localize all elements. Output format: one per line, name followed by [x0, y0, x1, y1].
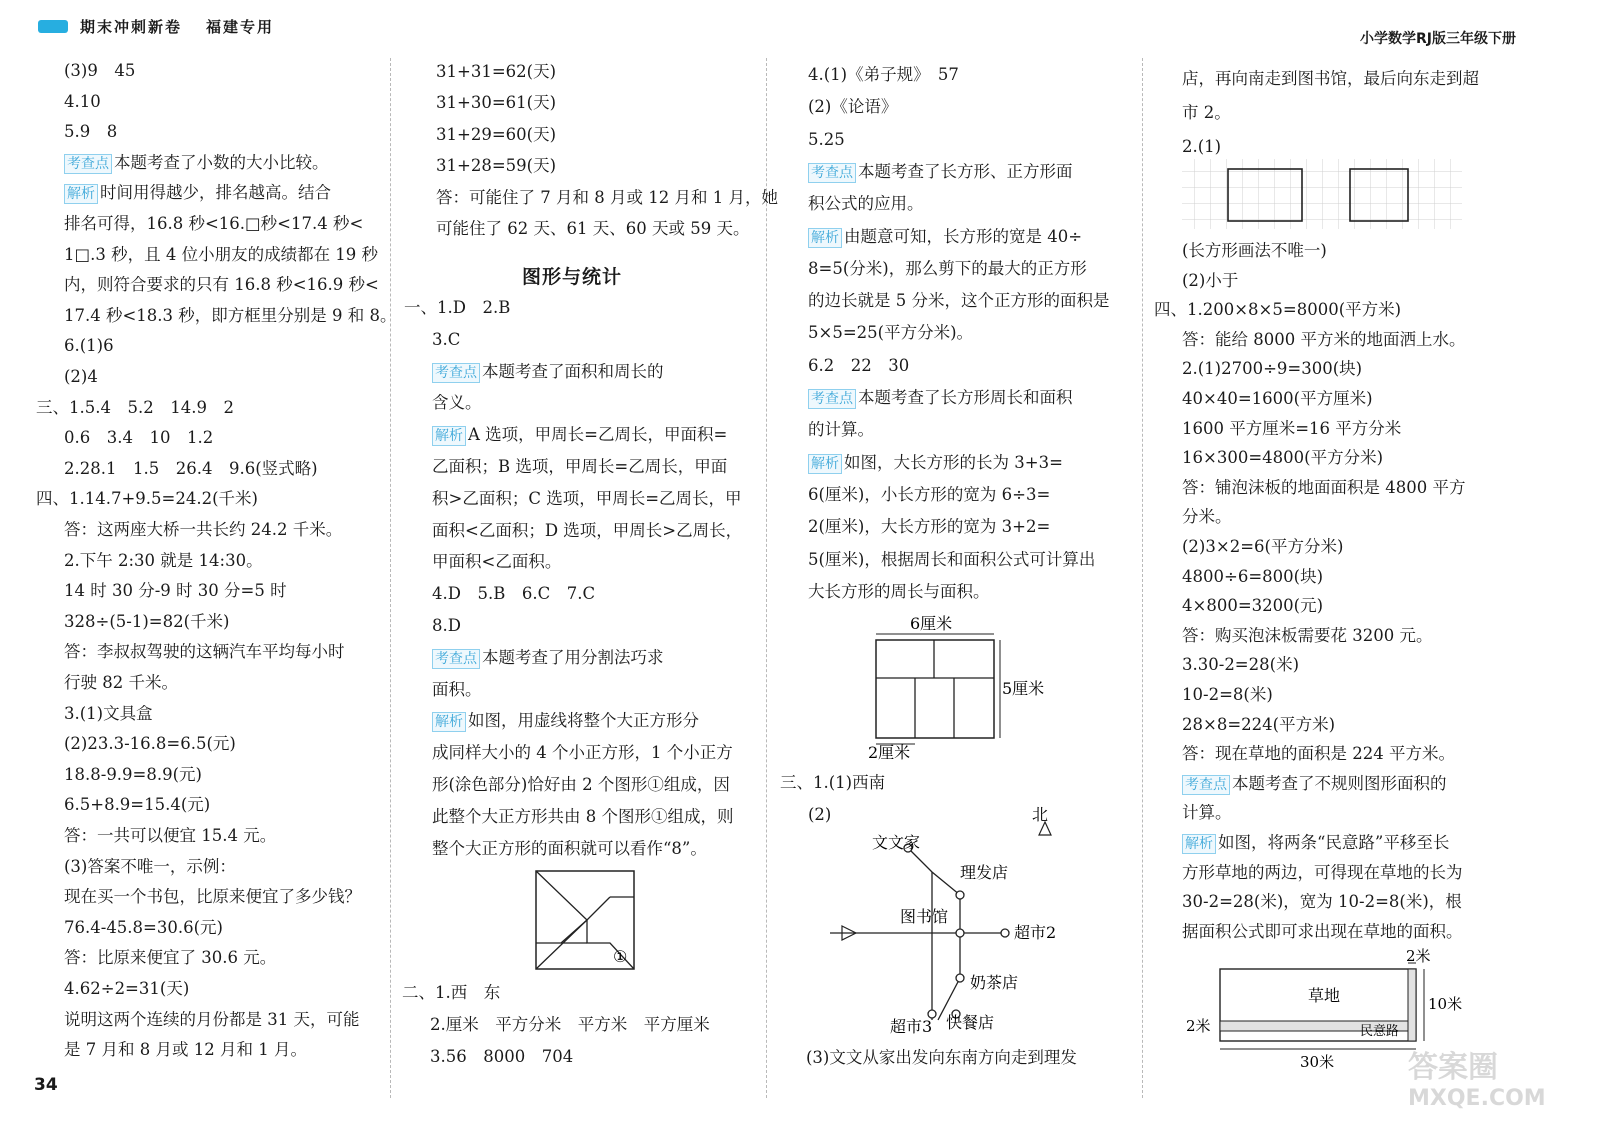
answer-line [64, 182, 331, 204]
answer-line [64, 335, 114, 357]
column-divider [390, 58, 391, 1098]
answer-text: 5.9 8 [64, 122, 118, 142]
answer-text: 14 时 30 分-9 时 30 分=5 时 [64, 581, 287, 601]
answer-text: 如图，大长方形的长为 3+3= [844, 452, 1063, 472]
map-home: 文文家 [872, 833, 921, 852]
answer-line [1182, 595, 1323, 617]
answer-text: 4.62÷2=31(天) [64, 979, 190, 998]
answer-text: 8=5(分米)，那么剪下的最大的正方形 [808, 258, 1087, 278]
answer-line [64, 519, 342, 541]
note-tag: 考查点 [808, 163, 856, 183]
answer-line [808, 581, 990, 603]
answer-line [1182, 536, 1343, 558]
answer-text: 2.下午 2:30 就是 14:30。 [64, 550, 263, 570]
answer-text: 如图，用虚线将整个大正方形分 [468, 711, 699, 731]
answer-line [1182, 684, 1273, 706]
answer-text: 面积<乙面积；D 选项，甲周长>乙周长， [432, 520, 743, 540]
answer-text: 答：比原来便宜了 30.6 元。 [64, 948, 277, 968]
answer-text: 答：购买泡沫板需要花 3200 元。 [1182, 625, 1433, 645]
map-market3: 超市3 [890, 1017, 933, 1036]
answer-line [432, 742, 733, 764]
answer-text: 店，再向南走到图书馆，最后向东走到超 [1182, 69, 1479, 88]
answer-text: (2)23.3-16.8=6.5(元) [64, 734, 236, 754]
rect-top-label: 6厘米 [910, 614, 953, 633]
answer-text: 答：铺泡沫板的地面面积是 4800 平方 [1182, 477, 1466, 497]
page-number: 34 [34, 1075, 58, 1095]
answer-line [808, 193, 924, 215]
grid-rectangles-figure [1178, 155, 1468, 233]
answer-line [64, 978, 189, 1000]
answer-text: 乙面积；B 选项，甲周长=乙周长，甲面 [432, 457, 728, 476]
answer-line [64, 825, 276, 847]
answer-text: 积公式的应用。 [808, 194, 924, 214]
route-map-figure [820, 800, 1080, 1040]
answer-text: (3)9 45 [64, 61, 136, 80]
answer-text: 6.(1)6 [64, 336, 114, 356]
answer-line [1182, 447, 1383, 469]
column-divider [766, 58, 767, 1098]
answer-line [436, 92, 556, 114]
answer-text: 三、1.5.4 5.2 14.9 2 [36, 397, 234, 417]
answer-line [1182, 418, 1401, 440]
answer-line [808, 226, 1082, 248]
answer-text: A 选项，甲周长=乙周长，甲面积= [468, 425, 728, 445]
answer-text: 4×800=3200(元) [1182, 596, 1324, 616]
map-fastfood: 快餐店 [946, 1013, 995, 1032]
note-tag: 解析 [808, 228, 842, 248]
answer-text: 是 7 月和 8 月或 12 月和 1 月。 [64, 1040, 307, 1060]
answer-text: 答：李叔叔驾驶的这辆汽车平均每小时 [64, 642, 345, 662]
grass-right-label: 10米 [1428, 995, 1463, 1013]
answer-text: 甲面积<乙面积。 [432, 552, 562, 572]
tangram-piece-label: ① [613, 947, 628, 966]
answer-text: 18.8-9.9=8.9(元) [64, 764, 202, 784]
answer-text: (2)《论语》 [808, 97, 898, 117]
answer-text: 16×300=4800(平方分米) [1182, 448, 1384, 468]
answer-line [1182, 802, 1232, 824]
rectangle-dimension-figure [848, 612, 1048, 760]
answer-line [64, 611, 229, 633]
answer-text: 积>乙面积；C 选项，甲周长=乙周长，甲 [432, 488, 742, 508]
answer-line [64, 733, 236, 755]
answer-line [1154, 299, 1401, 321]
answer-text: 本题考查了用分割法巧求 [482, 647, 664, 667]
answer-text: 答：这两座大桥一共长约 24.2 千米。 [64, 520, 343, 539]
note-tag: 解析 [432, 712, 466, 732]
answer-line [430, 1046, 573, 1068]
answer-text: 3.(1)文具盒 [64, 703, 153, 723]
answer-text: 6.2 22 30 [808, 355, 910, 375]
answer-text: 分米。 [1182, 507, 1232, 527]
answer-text: 3.30-2=28(米) [1182, 655, 1300, 675]
answer-line [808, 516, 1050, 538]
answer-text: 现在买一个书包，比原来便宜了多少钱？ [64, 887, 361, 907]
answer-line [1182, 832, 1449, 854]
answer-text: 含义。 [432, 393, 482, 413]
map-library: 图书馆 [900, 907, 949, 926]
answer-line [64, 886, 361, 908]
answer-text: 5×5=25(平方分米)。 [808, 323, 974, 343]
answer-line [1182, 240, 1327, 262]
answer-line [1182, 68, 1479, 90]
note-tag: 解析 [64, 184, 98, 204]
answer-text: 1600 平方厘米=16 平方分米 [1182, 418, 1402, 438]
watermark [1408, 1042, 1578, 1114]
answer-line [64, 672, 178, 694]
note-tag: 考查点 [808, 389, 856, 409]
answer-line [808, 387, 1073, 409]
answer-text: 1□.3 秒，且 4 位小朋友的成绩都在 19 秒 [64, 244, 379, 264]
answer-text: 5.25 [808, 129, 845, 149]
answer-line [432, 488, 742, 510]
answer-line [808, 452, 1063, 474]
answer-text: (3)答案不唯一，示例： [64, 856, 236, 876]
answer-text: 成同样大小的 4 个小正方形，1 个小正方 [432, 743, 733, 763]
series-badge-icon [38, 20, 68, 33]
answer-line [64, 764, 202, 786]
answer-text: 四、1.200×8×5=8000(平方米) [1154, 300, 1402, 320]
answer-text: 计算。 [1182, 803, 1232, 823]
answer-line [64, 121, 117, 143]
answer-line [64, 703, 153, 725]
answer-text: 的边长就是 5 分米，这个正方形的面积是 [808, 291, 1110, 311]
answer-text: 二、1.西 东 [402, 983, 501, 1002]
answer-text: 行驶 82 千米。 [64, 673, 178, 692]
answer-line [432, 679, 482, 701]
answer-text: 由题意可知，长方形的宽是 40÷ [844, 226, 1083, 246]
answer-line [780, 772, 885, 794]
answer-text: 328÷(5-1)=82(千米) [64, 611, 230, 631]
book-title: 期末冲刺新卷 [80, 18, 183, 36]
answer-line [436, 155, 556, 177]
answer-line [808, 355, 909, 377]
note-tag: 解析 [808, 454, 842, 474]
answer-text: 本题考查了小数的大小比较。 [114, 152, 329, 172]
answer-text: 据面积公式即可求出现在草地的面积。 [1182, 921, 1463, 941]
answer-line [1182, 921, 1463, 943]
answer-line [430, 1014, 710, 1036]
answer-text: 2.28.1 1.5 26.4 9.6(竖式略) [64, 458, 318, 478]
answer-text: 2(厘米)，大长方形的宽为 3+2= [808, 517, 1051, 537]
answer-text: 28×8=224(平方米) [1182, 714, 1336, 734]
answer-line [436, 218, 749, 240]
answer-text: 大长方形的周长与面积。 [808, 581, 990, 601]
answer-line [1182, 506, 1232, 528]
answer-text: 8.D [432, 616, 461, 635]
watermark-logo: 答案圈 [1408, 1050, 1498, 1085]
answer-text: (2)4 [64, 367, 98, 386]
page-header [0, 0, 1600, 48]
answer-line [436, 187, 778, 209]
answer-text: 答：可能住了 7 月和 8 月或 12 月和 1 月，她 [436, 187, 778, 207]
answer-line [808, 549, 1095, 571]
answer-text: 本题考查了面积和周长的 [482, 361, 664, 381]
answer-line [64, 427, 213, 449]
answer-text: 三、1.(1)西南 [780, 773, 886, 792]
answer-text: 排名可得，16.8 秒<16.□秒<17.4 秒< [64, 214, 364, 233]
answer-text: 此整个大正方形共由 8 个图形①组成，则 [432, 806, 734, 826]
answer-line [432, 838, 707, 860]
answer-text: 答：能给 8000 平方米的地面洒上水。 [1182, 329, 1466, 349]
note-tag: 解析 [432, 426, 466, 446]
answer-line [64, 580, 287, 602]
answer-text: 面积。 [432, 679, 482, 699]
answer-text: 整个大正方形的面积就可以看作“8”。 [432, 838, 707, 858]
map-barber: 理发店 [960, 863, 1009, 882]
grass-bottom-label: 30米 [1300, 1053, 1335, 1071]
answer-text: (长方形画法不唯一) [1182, 241, 1327, 260]
book-subject: 小学数学RJ版三年级下册 [1360, 31, 1516, 47]
answer-text: 可能住了 62 天、61 天、60 天或 59 天。 [436, 219, 750, 238]
answer-line [64, 917, 223, 939]
answer-line [64, 60, 135, 82]
rect-bottom-label: 2厘米 [868, 743, 911, 762]
region-tag: 福建专用 [206, 18, 275, 36]
answer-line [1182, 102, 1231, 124]
answer-line [64, 550, 263, 572]
answer-text: 3.56 8000 704 [430, 1047, 574, 1066]
answer-text: 17.4 秒<18.3 秒，即方框里分别是 9 和 8。 [64, 305, 397, 325]
answer-text: 2.(1) [1182, 137, 1222, 156]
answer-text: 0.6 3.4 10 1.2 [64, 428, 214, 448]
answer-text: 31+30=61(天) [436, 93, 557, 113]
note-tag: 考查点 [432, 363, 480, 383]
answer-text: 市 2。 [1182, 103, 1231, 122]
answer-text: (3)文文从家出发向东南方向走到理发 [806, 1048, 1077, 1067]
answer-text: 30-2=28(米)，宽为 10-2=8(米)，根 [1182, 892, 1462, 912]
answer-line [64, 91, 101, 113]
answer-line [64, 641, 345, 663]
answer-line [64, 213, 363, 235]
answer-text: 3.C [432, 329, 461, 349]
answer-line [432, 392, 482, 414]
answer-text: 本题考查了长方形周长和面积 [858, 388, 1073, 407]
answer-line [64, 458, 318, 480]
answer-text: 形(涂色部分)恰好由 2 个图形①组成，因 [432, 775, 730, 794]
answer-line [1182, 891, 1462, 913]
answer-line [64, 366, 98, 388]
answer-line [36, 397, 234, 419]
answer-line [1182, 566, 1323, 588]
grass-label: 草地 [1308, 986, 1341, 1005]
answer-text: 4800÷6=800(块) [1182, 566, 1324, 586]
answer-text: 2.(1)2700÷9=300(块) [1182, 359, 1363, 379]
answer-text: 4.10 [64, 91, 101, 111]
answer-line [404, 297, 510, 319]
answer-text: 5(厘米)，根据周长和面积公式可计算出 [808, 549, 1096, 569]
answer-line [1182, 743, 1455, 765]
answer-line [64, 305, 397, 327]
answer-line [432, 424, 727, 446]
rect-right-label: 5厘米 [1002, 679, 1045, 698]
answer-line [64, 1009, 360, 1031]
answer-line [64, 244, 378, 266]
answer-text: 答：一共可以便宜 15.4 元。 [64, 826, 277, 845]
answer-text: 一、1.D 2.B [404, 298, 511, 317]
answer-text: 31+31=62(天) [436, 62, 557, 81]
answer-line [432, 520, 742, 542]
answer-line [1182, 270, 1238, 292]
answer-line [808, 96, 897, 118]
answer-text: 四、1.14.7+9.5=24.2(千米) [36, 489, 258, 509]
watermark-url: MXQE.COM [1408, 1086, 1546, 1111]
answer-line [1182, 714, 1335, 736]
map-market2: 超市2 [1014, 923, 1057, 942]
answer-line [808, 322, 973, 344]
answer-line [64, 947, 276, 969]
answer-line [806, 1047, 1077, 1069]
answer-line [432, 710, 699, 732]
grass-left-label: 2米 [1186, 1017, 1211, 1035]
answer-line [808, 161, 1073, 183]
answer-line [64, 1039, 307, 1061]
road-label: 民意路 [1360, 1024, 1400, 1039]
answer-text: 4.(1)《弟子规》 57 [808, 65, 959, 84]
note-tag: 解析 [1182, 834, 1216, 854]
tangram-square-figure [535, 870, 635, 970]
map-north: 北 [1032, 805, 1049, 824]
answer-line [64, 274, 379, 296]
answer-line [1182, 862, 1463, 884]
answer-line [432, 361, 664, 383]
answer-line [808, 129, 845, 151]
answer-text: 的计算。 [808, 420, 874, 440]
answer-line [432, 456, 727, 478]
answer-text: (2) [808, 805, 832, 824]
note-tag: 考查点 [64, 154, 112, 174]
answer-line [36, 488, 258, 510]
answer-line [432, 329, 460, 351]
answer-line [402, 982, 500, 1004]
answer-text: 6.5+8.9=15.4(元) [64, 795, 211, 815]
answer-line [436, 124, 556, 146]
answer-text: 本题考查了不规则图形面积的 [1232, 773, 1447, 793]
answer-line [64, 794, 210, 816]
answer-line [432, 615, 461, 637]
answer-text: 答：现在草地的面积是 224 平方米。 [1182, 744, 1455, 764]
answer-line [432, 583, 595, 605]
answer-line [1182, 477, 1465, 499]
section-title: 图形与统计 [522, 266, 623, 288]
note-tag: 考查点 [432, 649, 480, 669]
answer-line [808, 290, 1110, 312]
answer-line [432, 647, 664, 669]
answer-line [1182, 358, 1362, 380]
answer-text: 说明这两个连续的月份都是 31 天，可能 [64, 1009, 360, 1029]
answer-text: 6(厘米)，小长方形的宽为 6÷3= [808, 484, 1051, 504]
answer-text: 31+28=59(天) [436, 156, 557, 176]
grassland-figure [1180, 945, 1463, 1075]
answer-text: 方形草地的两边，可得现在草地的长为 [1182, 862, 1463, 882]
answer-text: 10-2=8(米) [1182, 685, 1273, 704]
answer-text: 76.4-45.8=30.6(元) [64, 917, 223, 937]
answer-line [1182, 625, 1432, 647]
answer-text: (2)小于 [1182, 270, 1239, 290]
answer-line [808, 258, 1087, 280]
answer-text: 2.厘米 平方分米 平方米 平方厘米 [430, 1015, 710, 1034]
answer-line [64, 856, 236, 878]
note-tag: 考查点 [1182, 775, 1230, 795]
answer-line [432, 774, 730, 796]
answer-line [432, 551, 561, 573]
answer-text: 本题考查了长方形、正方形面 [858, 161, 1073, 181]
answer-line [1182, 773, 1447, 795]
grass-top-label: 2米 [1406, 947, 1431, 965]
answer-text: 31+29=60(天) [436, 124, 557, 144]
column-divider [1142, 58, 1143, 1098]
answer-text: 内，则符合要求的只有 16.8 秒<16.9 秒< [64, 275, 379, 295]
answer-line [808, 484, 1050, 506]
answer-line [436, 61, 556, 83]
answer-text: 40×40=1600(平方厘米) [1182, 389, 1373, 408]
answer-text: 如图，将两条“民意路”平移至长 [1218, 833, 1450, 852]
answer-line [1182, 388, 1373, 410]
answer-line [1182, 329, 1465, 351]
answer-line [808, 64, 959, 86]
answer-line [808, 419, 874, 441]
answer-line [432, 806, 734, 828]
answer-line [1182, 654, 1299, 676]
answer-line [64, 152, 329, 174]
answer-text: (2)3×2=6(平方分米) [1182, 537, 1344, 556]
answer-text: 时间用得越少，排名越高。结合 [100, 183, 331, 203]
answer-text: 4.D 5.B 6.C 7.C [432, 584, 596, 604]
map-tea: 奶茶店 [970, 973, 1019, 992]
